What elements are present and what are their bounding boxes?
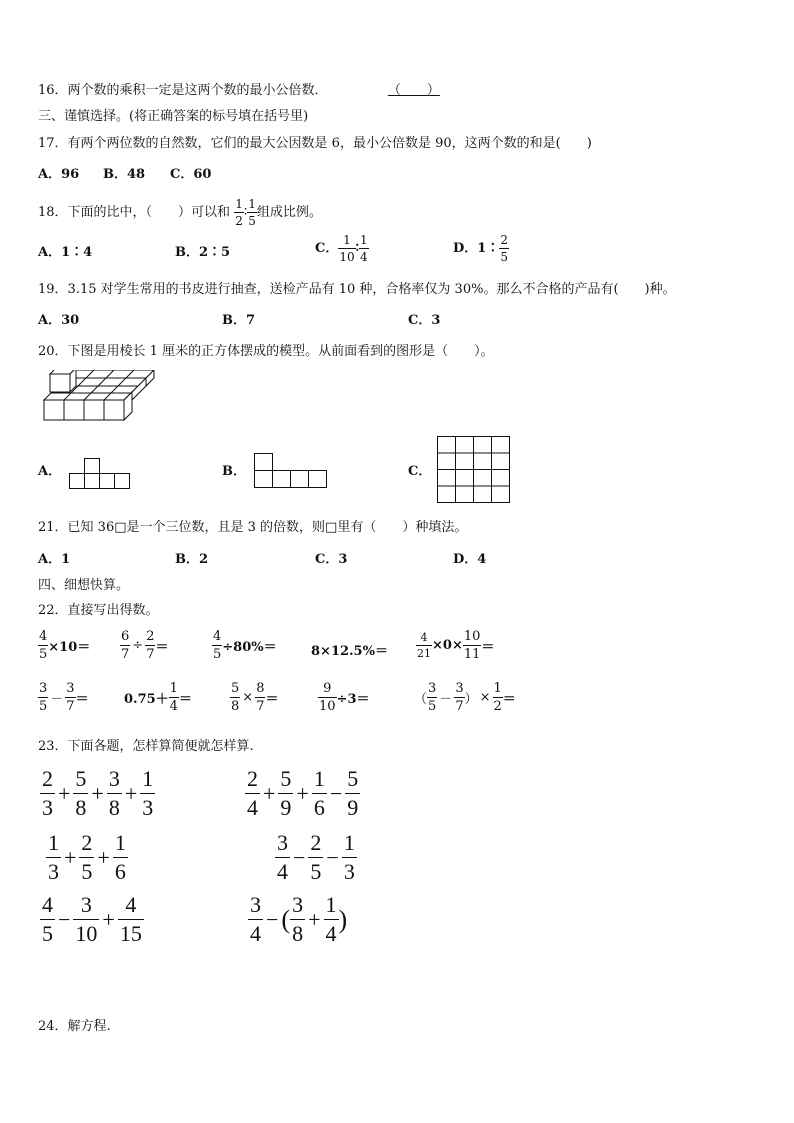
q21-option-c: C．3 (315, 552, 348, 567)
q23-problem-4: $\frac{3}{4}$ − $\frac{2}{5}$ − $\frac{1}{3}$ (277, 830, 355, 884)
q16-line (38, 82, 440, 100)
q21-option-d: D．4 (453, 552, 487, 567)
q23-problem-3: $\frac{1}{3}$ + $\frac{2}{5}$ + $\frac{1}{6}$ (48, 830, 126, 884)
q22-expr-r2-2: 0.75＋ $\frac{1}{4}$ ＝ (124, 681, 192, 714)
q22-expr-r1-2: $\frac{6}{7}$ ÷ $\frac{2}{7}$ ＝ (121, 629, 169, 662)
q19-stem: 19．3.15 对学生常用的书皮进行抽查，送检产品有 10 种，合格率仅为 30%。那么不合格的产品有( )种。 (38, 282, 676, 297)
q22-stem: 22．直接写出得数。 (38, 603, 159, 618)
q21-stem: 21．已知 36□是一个三位数，且是 3 的倍数，则□里有（ ）种填法。 (38, 520, 468, 535)
q23-problem-5: $\frac{4}{5}$ − $\frac{3}{10}$ + $\frac{4}{15}$ (42, 892, 142, 946)
q17-option-a: A．96 (38, 167, 80, 182)
section3-heading: 三、谨慎选择。(将正确答案的标号填在括号里) (38, 109, 309, 124)
q22-expr-r2-1: $\frac{3}{5}$ － $\frac{3}{7}$ ＝ (39, 681, 89, 714)
q22-expr-r1-4: 8×12.5%＝ (311, 644, 388, 659)
q22-expr-r2-4: $\frac{9}{10}$ ÷3＝ (319, 681, 370, 714)
q23-problem-6: $\frac{3}{4}$ − ( $\frac{3}{8}$ + $\frac{1}{4}$ ) (250, 892, 348, 946)
q20-cube-model-figure (42, 370, 162, 422)
q17-stem: 17．有两个两位数的自然数，它们的最大公因数是 6，最小公倍数是 90，这两个数的和是( ) (38, 136, 592, 151)
q22-expr-r1-5: $\frac{4}{21}$ ×0× $\frac{10}{11}$ ＝ (417, 629, 495, 662)
q21-option-a: A．1 (38, 552, 71, 567)
q20-option-a-figure (68, 457, 134, 491)
q16-answer-bracket: （ ） (387, 83, 440, 98)
q18-stem: 18．下面的比中，（ ）可以和 $\frac{1}{2}$ ∶ $\frac{1}{5}$ 组成比例。 (38, 197, 322, 228)
q17-option-b: B．48 (103, 167, 146, 182)
q17-option-c: C．60 (170, 167, 212, 182)
q22-expr-r2-5: （ $\frac{3}{5}$ － $\frac{3}{7}$ ） × $\frac{1}{2}$ ＝ (414, 681, 516, 714)
q20-option-b-label: B． (222, 464, 246, 479)
q23-stem: 23．下面各题，怎样算简便就怎样算. (38, 739, 254, 754)
q16-text: 16．两个数的乘积一定是这两个数的最小公倍数． (38, 83, 328, 98)
q18-option-a: A．1∶4 (38, 245, 93, 260)
section4-heading: 四、细想快算。 (38, 578, 130, 593)
q22-expr-r1-1: $\frac{4}{5}$ ×10＝ (39, 629, 91, 662)
q18-fraction-1: $\frac{1}{2}$ (235, 197, 243, 228)
q22-expr-r2-3: $\frac{5}{8}$ × $\frac{8}{7}$ ＝ (231, 681, 279, 714)
q18-option-d: D．1∶ $\frac{2}{5}$ (453, 233, 508, 264)
q20-option-c-label: C． (408, 464, 432, 479)
q20-option-a-label: A． (38, 464, 62, 479)
q22-expr-r1-3: $\frac{4}{5}$ ÷80%＝ (213, 629, 277, 662)
q19-option-b: B．7 (222, 313, 256, 328)
q18-option-b: B．2∶5 (175, 245, 231, 260)
q20-option-b-figure (253, 452, 331, 490)
q19-option-c: C．3 (408, 313, 441, 328)
q21-option-b: B．2 (175, 552, 209, 567)
q18-option-c: C． $\frac{1}{10}$ ∶ $\frac{1}{4}$ (315, 233, 368, 264)
q23-problem-2: $\frac{2}{4}$ + $\frac{5}{9}$ + $\frac{1}{6}$ − $\frac{5}{9}$ (247, 766, 359, 820)
q24-stem: 24．解方程. (38, 1019, 111, 1034)
q18-stem-pre: 18．下面的比中，（ ）可以和 (38, 205, 231, 220)
q18-stem-post: 组成比例。 (256, 205, 322, 220)
q18-fraction-2: $\frac{1}{5}$ (248, 197, 256, 228)
q20-option-c-figure (436, 435, 512, 505)
q20-stem: 20．下图是用棱长 1 厘米的正方体摆成的模型。从前面看到的图形是（ ）。 (38, 344, 494, 359)
q19-option-a: A．30 (38, 313, 80, 328)
q23-problem-1: $\frac{2}{3}$ + $\frac{5}{8}$ + $\frac{3}{8}$ + $\frac{1}{3}$ (42, 766, 154, 820)
